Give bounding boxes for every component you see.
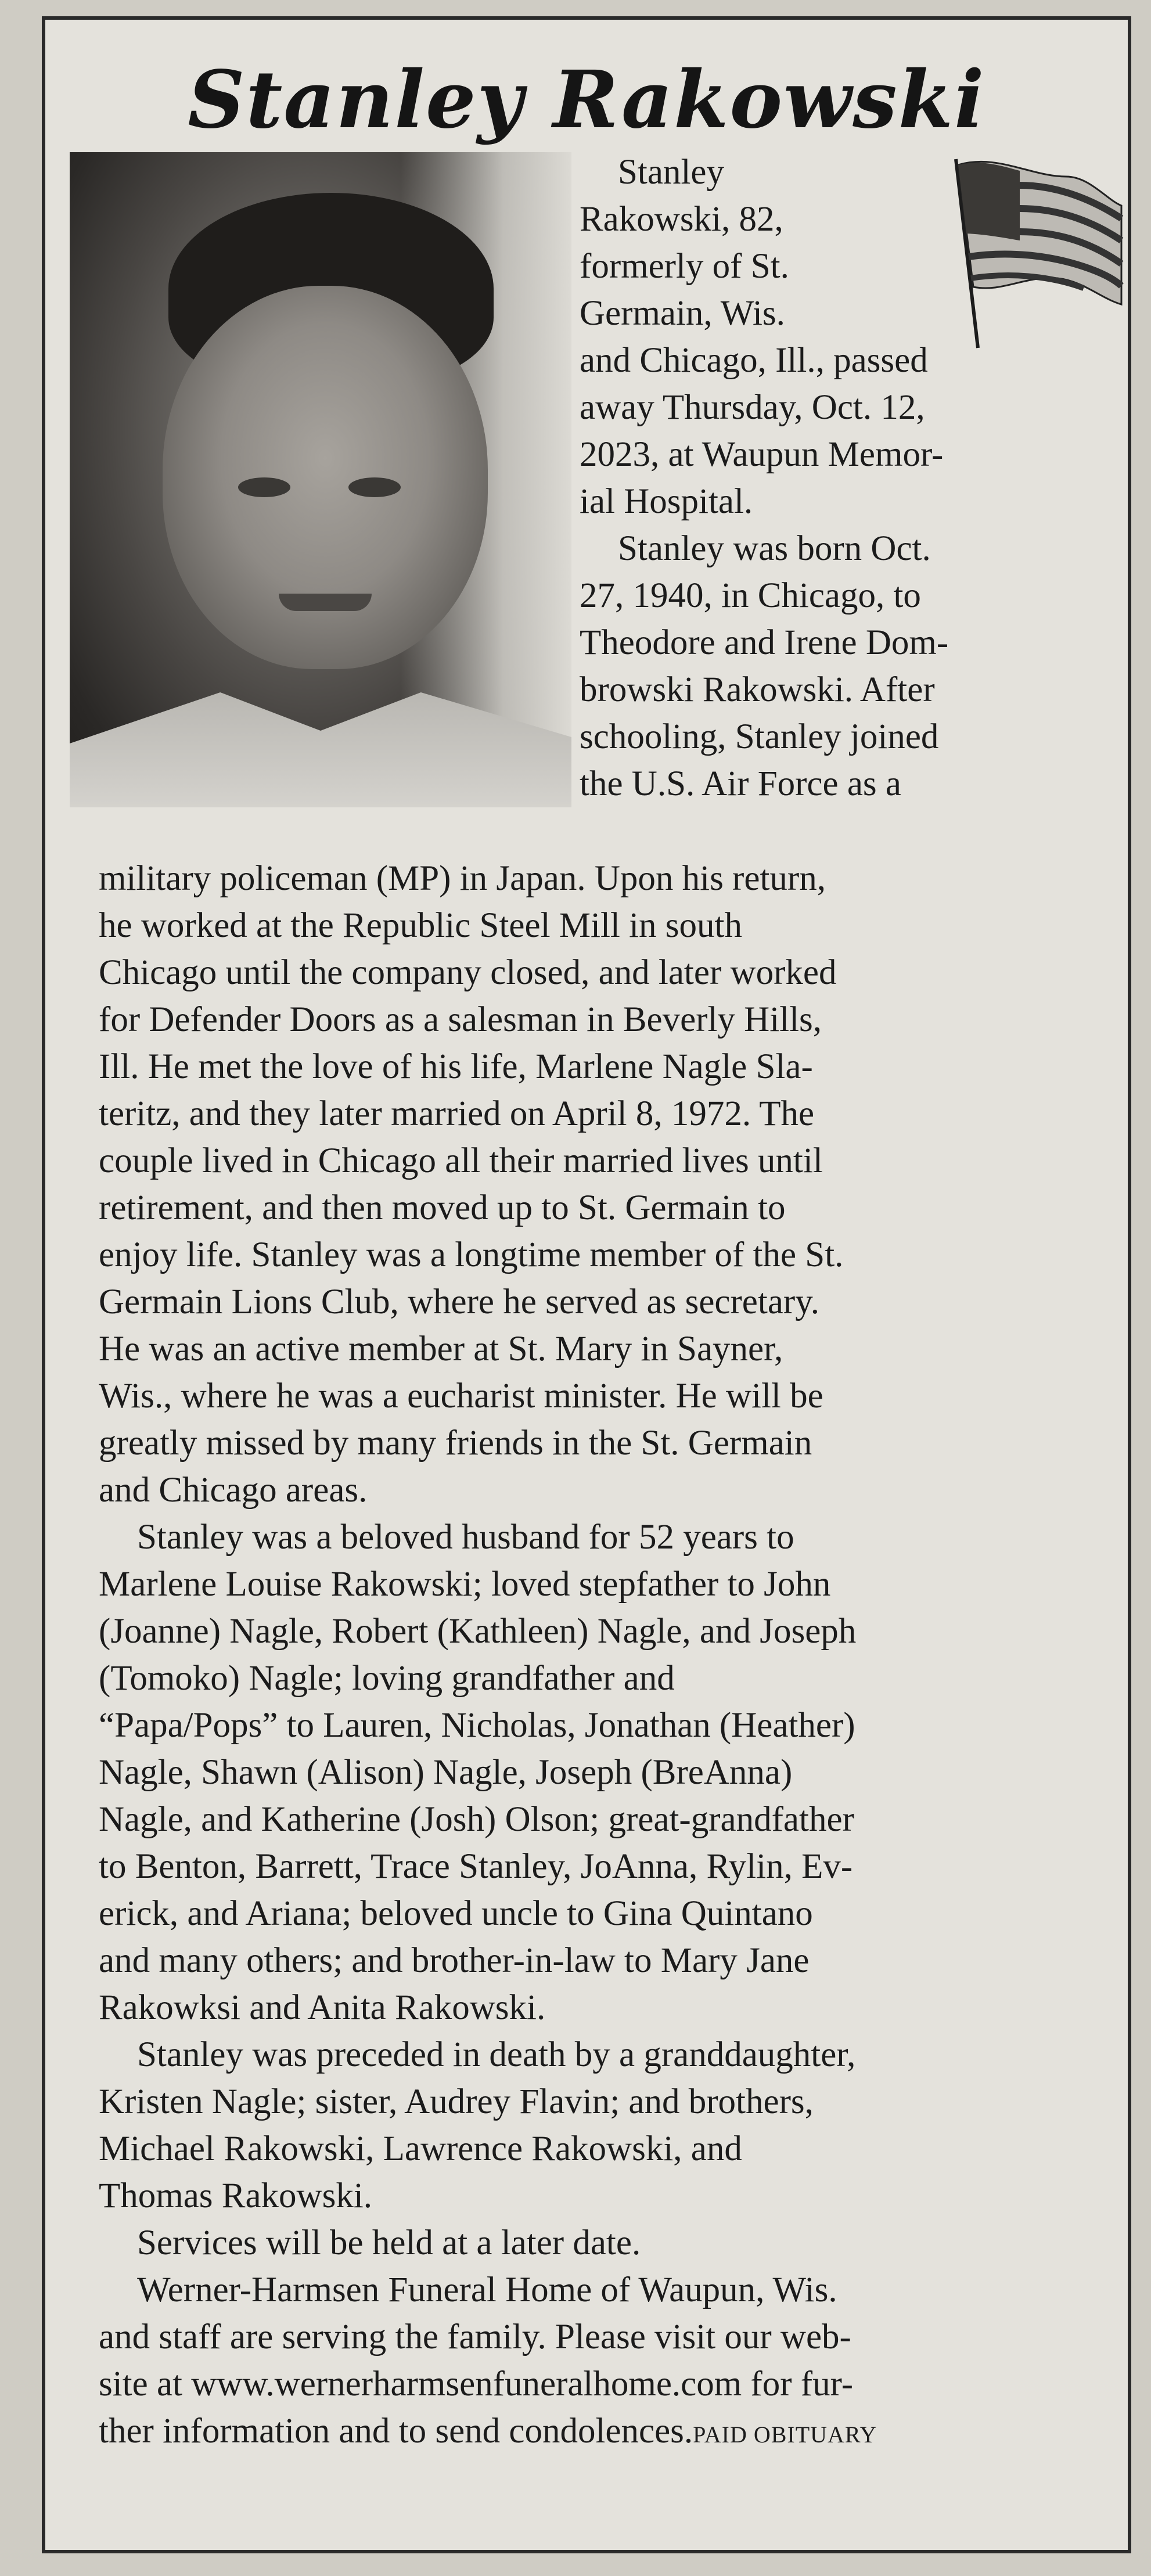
obituary-clipping [42, 16, 1131, 2553]
text-line: Stanley was a beloved husband for 52 years to [137, 1518, 794, 1557]
text-line: couple lived in Chicago all their married lives until [99, 1141, 823, 1180]
text-line: Chicago until the company closed, and later worked [99, 953, 837, 992]
text-line: the U.S. Air Force as a [580, 764, 901, 803]
text-line: for Defender Doors as a salesman in Beverly Hills, [99, 1000, 822, 1039]
portrait-photo [70, 152, 571, 807]
text-line: formerly of St. [580, 247, 789, 286]
text-line: to Benton, Barrett, Trace Stanley, JoAnna, Rylin, Ev- [99, 1847, 853, 1886]
american-flag-icon [933, 153, 1124, 351]
text-line: and staff are serving the family. Please visit our web- [99, 2318, 851, 2356]
text-line: and Chicago areas. [99, 1471, 368, 1510]
text-line: Germain, Wis. [580, 294, 785, 333]
text-line: (Tomoko) Nagle; loving grandfather and [99, 1659, 675, 1698]
text-line: Marlene Louise Rakowski; loved stepfather to John [99, 1565, 831, 1604]
text-line: schooling, Stanley joined [580, 717, 939, 756]
text-line: Wis., where he was a eucharist minister. He will be [99, 1377, 823, 1415]
text-line: Nagle, Shawn (Alison) Nagle, Joseph (BreAnna) [99, 1753, 793, 1792]
text-line: browski Rakowski. After [580, 670, 935, 709]
text-line: Michael Rakowski, Lawrence Rakowski, and [99, 2129, 742, 2168]
text-line: 2023, at Waupun Memor- [580, 435, 944, 474]
text-line: ial Hospital. [580, 482, 753, 521]
text-line: (Joanne) Nagle, Robert (Kathleen) Nagle, and Joseph [99, 1612, 857, 1651]
text-line: enjoy life. Stanley was a longtime member of the St. [99, 1235, 844, 1274]
obituary-intro-column [580, 149, 948, 807]
text-line: greatly missed by many friends in the St. Germain [99, 1424, 812, 1463]
obituary-body [99, 855, 877, 2455]
text-line: site at www.wernerharmsenfuneralhome.com for fur- [99, 2365, 854, 2403]
text-line: he worked at the Republic Steel Mill in south [99, 906, 742, 945]
text-line: Ill. He met the love of his life, Marlene Nagle Sla- [99, 1047, 813, 1086]
text-line: 27, 1940, in Chicago, to [580, 576, 921, 615]
text-line: Rakowski, 82, [580, 200, 783, 239]
text-line: military policeman (MP) in Japan. Upon his return, [99, 859, 826, 898]
text-line: away Thursday, Oct. 12, [580, 388, 925, 427]
text-line: Stanley [618, 153, 724, 192]
text-line: Kristen Nagle; sister, Audrey Flavin; and brothers, [99, 2082, 814, 2121]
text-line: He was an active member at St. Mary in Sayner, [99, 1330, 783, 1368]
text-line: Thomas Rakowski. [99, 2176, 373, 2215]
text-line: “Papa/Pops” to Lauren, Nicholas, Jonathan (Heather) [99, 1706, 855, 1745]
text-line: retirement, and then moved up to St. Germain to [99, 1188, 786, 1227]
text-line: Services will be held at a later date. [137, 2223, 641, 2262]
text-line: Stanley was preceded in death by a granddaughter, [137, 2035, 856, 2074]
text-line: Theodore and Irene Dom- [580, 623, 949, 662]
text-line: Germain Lions Club, where he served as secretary. [99, 1282, 819, 1321]
paid-obituary-label: PAID OBITUARY [693, 2421, 877, 2448]
text-line: teritz, and they later married on April 8, 1972. The [99, 1094, 815, 1133]
obituary-title: Stanley Rakowski [188, 53, 985, 146]
text-line: Werner-Harmsen Funeral Home of Waupun, Wis. [137, 2270, 837, 2309]
text-line: ther information and to send condolences.PAID OBITUARY [99, 2412, 877, 2451]
text-line: Stanley was born Oct. [618, 529, 931, 568]
text-line: erick, and Ariana; beloved uncle to Gina Quintano [99, 1894, 813, 1933]
text-line: Nagle, and Katherine (Josh) Olson; great-grandfather [99, 1800, 854, 1839]
text-line: and Chicago, Ill., passed [580, 341, 928, 380]
text-line: Rakowksi and Anita Rakowski. [99, 1988, 546, 2027]
text-line: and many others; and brother-in-law to Mary Jane [99, 1941, 810, 1980]
